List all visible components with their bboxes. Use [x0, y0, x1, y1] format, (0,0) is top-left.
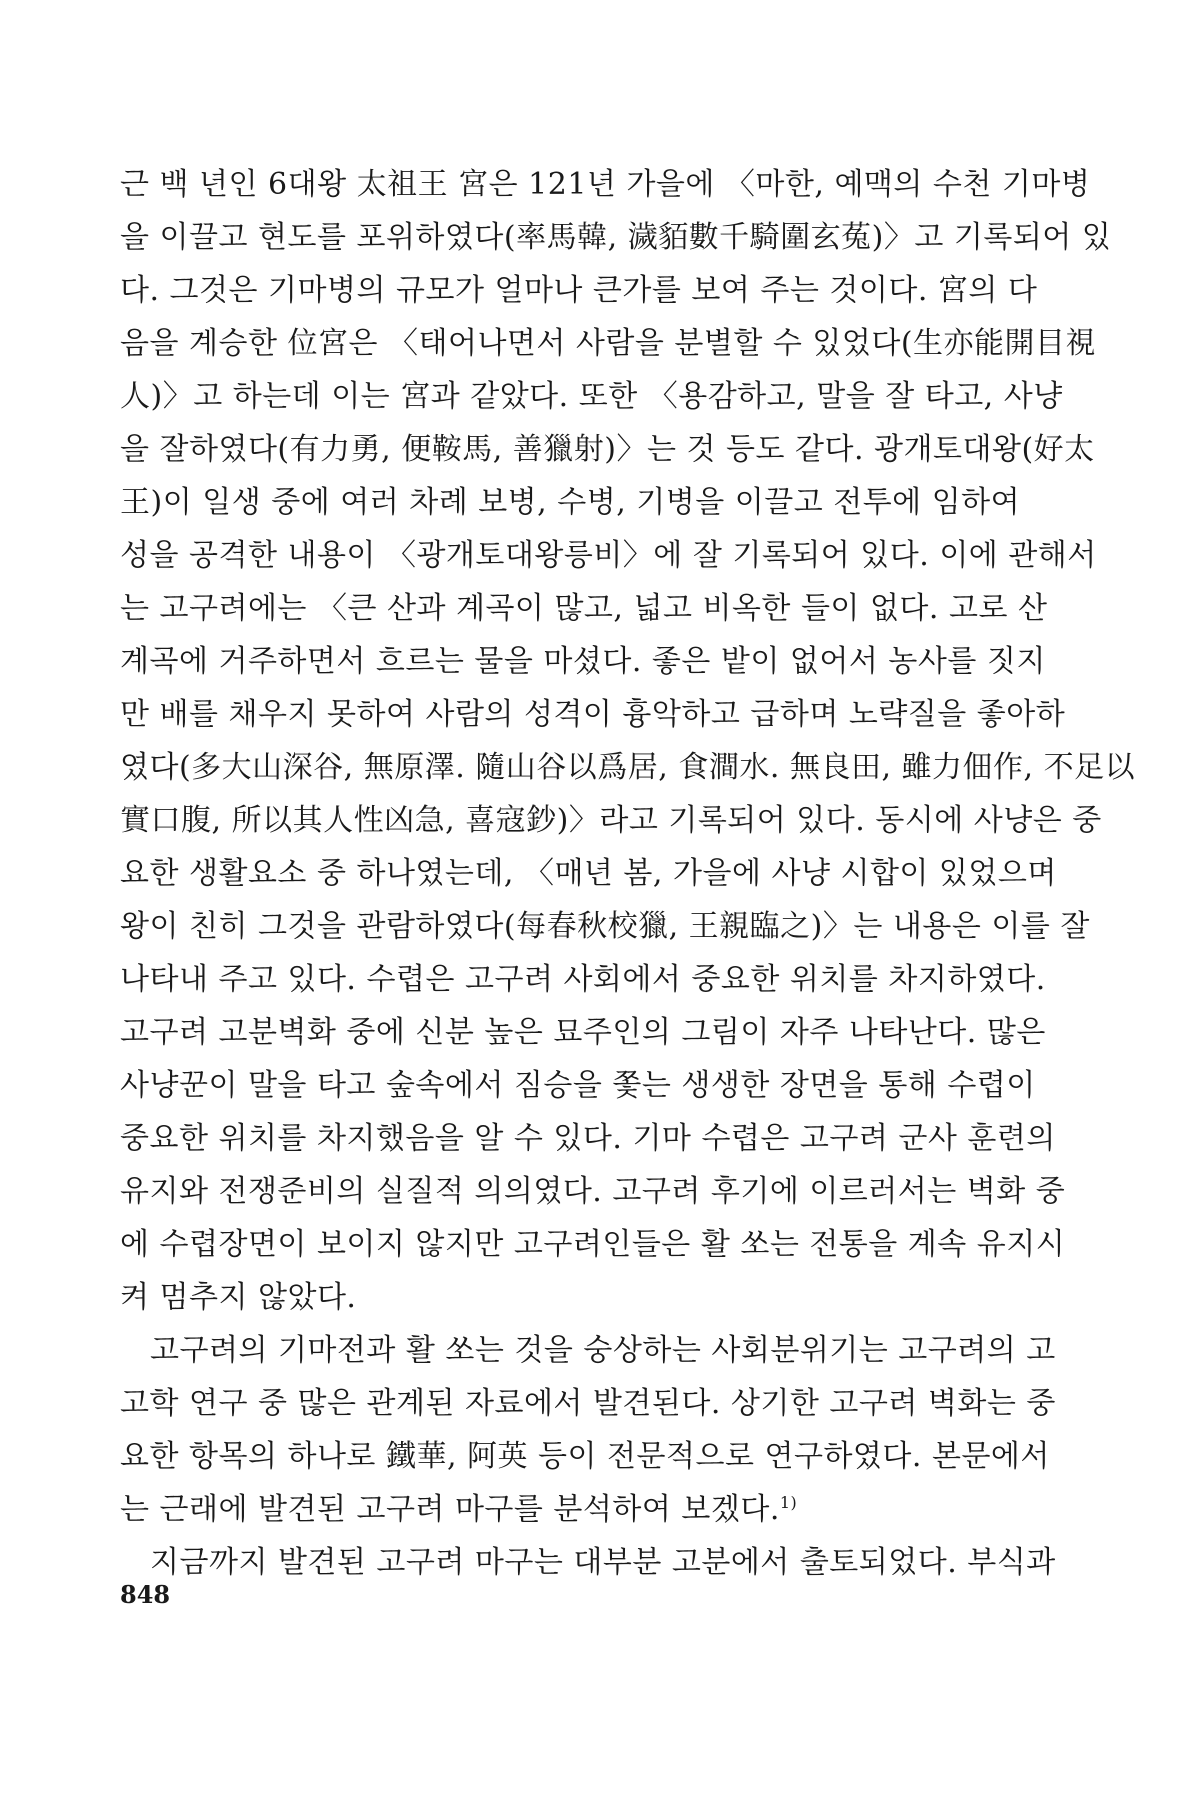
text-line-with-footnote	[120, 1483, 1020, 1536]
text-line: 나타내 주고 있다. 수렵은 고구려 사회에서 중요한 위치를 차지하였다.	[120, 962, 1046, 997]
text-line: 음을 계승한 位宮은 〈태어나면서 사람을 분별할 수 있었다(生亦能開目視	[120, 326, 1097, 361]
text-line: 성을 공격한 내용이 〈광개토대왕릉비〉에 잘 기록되어 있다. 이에 관해서	[120, 538, 1097, 573]
text-line: 實口腹, 所以其人性凶急, 喜寇鈔)〉라고 기록되어 있다. 동시에 사냥은 중	[120, 803, 1102, 838]
text-line: 고학 연구 중 많은 관계된 자료에서 발견된다. 상기한 고구려 벽화는 중	[120, 1386, 1056, 1421]
text-line: 다. 그것은 기마병의 규모가 얼마나 큰가를 보여 주는 것이다. 宮의 다	[120, 273, 1038, 308]
text-line: 요한 항목의 하나로 鐵華, 阿英 등이 전문적으로 연구하였다. 본문에서	[120, 1439, 1050, 1474]
text-line: 王)이 일생 중에 여러 차례 보병, 수병, 기병을 이끌고 전투에 임하여	[120, 485, 1021, 520]
text-line: 을 잘하였다(有力勇, 便鞍馬, 善獵射)〉는 것 등도 같다. 광개토대왕(好太	[120, 432, 1095, 467]
text-line: 계곡에 거주하면서 흐르는 물을 마셨다. 좋은 밭이 없어서 농사를 짓지	[120, 644, 1046, 679]
body-text	[120, 158, 1136, 1589]
text-line: 는 고구려에는 〈큰 산과 계곡이 많고, 넓고 비옥한 들이 없다. 고로 산	[120, 591, 1048, 626]
text-line-content: 는 근래에 발견된 고구려 마구를 분석하여 보겠다.	[120, 1492, 780, 1527]
text-line: 중요한 위치를 차지했음을 알 수 있다. 기마 수렵은 고구려 군사 훈련의	[120, 1121, 1056, 1156]
text-line: 왕이 친히 그것을 관람하였다(每春秋校獵, 王親臨之)〉는 내용은 이를 잘	[120, 909, 1090, 944]
text-line: 켜 멈추지 않았다.	[120, 1280, 357, 1315]
text-line: 에 수렵장면이 보이지 않지만 고구려인들은 활 쏘는 전통을 계속 유지시	[120, 1227, 1066, 1262]
text-line: 유지와 전쟁준비의 실질적 의의였다. 고구려 후기에 이르러서는 벽화 중	[120, 1174, 1066, 1209]
text-line: 人)〉고 하는데 이는 宮과 같았다. 또한 〈용감하고, 말을 잘 타고, 사냥	[120, 379, 1063, 414]
text-line: 만 배를 채우지 못하여 사람의 성격이 흉악하고 급하며 노략질을 좋아하	[120, 697, 1066, 732]
text-line: 요한 생활요소 중 하나였는데, 〈매년 봄, 가을에 사냥 시합이 있었으며	[120, 856, 1057, 891]
text-line: 고구려 고분벽화 중에 신분 높은 묘주인의 그림이 자주 나타난다. 많은	[120, 1015, 1046, 1050]
paragraph-2	[120, 1324, 1056, 1536]
text-line: 근 백 년인 6대왕 太祖王 宮은 121년 가을에 〈마한, 예맥의 수천 기마병	[120, 167, 1091, 202]
text-line: 고구려의 기마전과 활 쏘는 것을 숭상하는 사회분위기는 고구려의 고	[150, 1333, 1056, 1368]
text-line: 을 이끌고 현도를 포위하였다(率馬韓, 濊貊數千騎圍玄菟)〉고 기록되어 있	[120, 220, 1112, 255]
page-number: 848	[120, 1580, 171, 1609]
paragraph-1	[120, 158, 1136, 1324]
text-line: 였다(多大山深谷, 無原澤. 隨山谷以爲居, 食澗水. 無良田, 雖力佃作, 不足以	[120, 750, 1136, 785]
footnote-reference[interactable]: 1)	[779, 1493, 798, 1512]
paragraph-3	[120, 1536, 1056, 1589]
text-line: 지금까지 발견된 고구려 마구는 대부분 고분에서 출토되었다. 부식과	[150, 1545, 1056, 1580]
text-line: 사냥꾼이 말을 타고 숲속에서 짐승을 쫓는 생생한 장면을 통해 수렵이	[120, 1068, 1036, 1103]
